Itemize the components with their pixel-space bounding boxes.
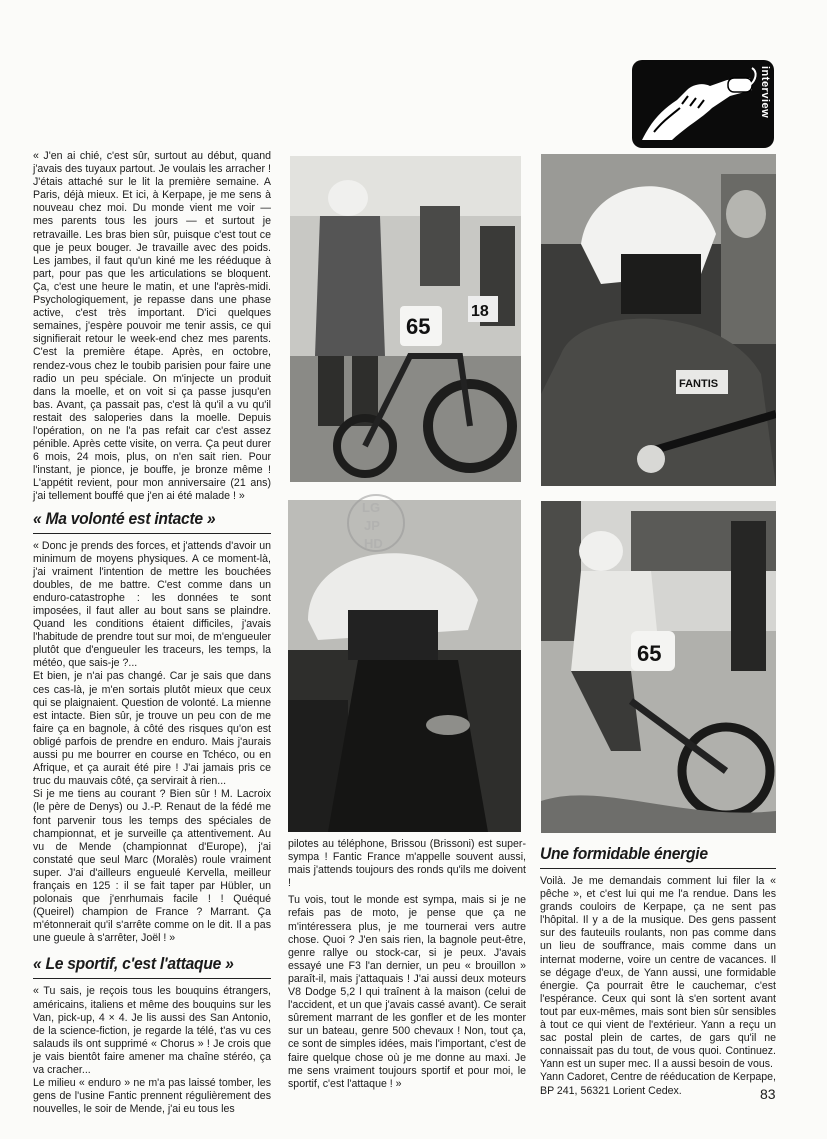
- bib-plate: FANTIS: [679, 378, 719, 390]
- paragraph: Le milieu « enduro » ne m'a pas laissé tomber, les gens de l'usine Fantic prennent régulièrement des nouvelles, le soir de Mende, j'ai eu tous les: [33, 1077, 271, 1116]
- photo-rider-closeup: [541, 154, 776, 486]
- interview-label: interview: [759, 66, 771, 119]
- column-1: [33, 150, 271, 1116]
- photo-rider-cornering: [541, 501, 776, 833]
- paragraph: Et bien, je n'ai pas changé. Car je sais que dans ces cas-là, je m'en sortais plutôt mieux que ceux qui se plaignaient. Question de volonté. La mienne est intacte. Bien sûr, je trouve un peu con de me faire ça en bagnole, à côté des risques qu'on est obligé parfois de prendre en enduro. Mais j'aurais aussi pu me bourrer en course en Tchéco, ou en Afrique, et ça aurait été pire ! J'ai jamais pris ce truc du mauvais côté, ça servirait à rien...: [33, 670, 271, 788]
- paragraph: Voilà. Je me demandais comment lui filer la « pêche », et c'est lui qui me l'a rendue. Dans les grands couloirs de Kerpape, ça ne sent pas l'hôpital. Il y a de la musique. Des gens passent sur des fauteuils roulants, non pas comme dans un lieu de souffrance, mais comme dans un internat moderne, voire un centre de vacances. Il se dégage d'eux, de Yann aussi, une formidable énergie. Ça pourrait être le cauchemar, c'est l'espérance. Ceux qui sont là s'en sortent avant tout par eux-mêmes, mais sont bien sûr sensibles à tout ce qui vient de l'extérieur. Yann a reçu un sac postal plein de cartes, de gars qu'il ne connaissait pas du tout, de vous quoi. Continuez. Yann est un super mec. Il a aussi besoin de vous.: [540, 875, 776, 1071]
- paragraph: « J'en ai chié, c'est sûr, surtout au début, quand j'avais des tuyaux partout. Je voulais les arracher ! J'étais attaché sur le lit la première semaine. A Paris, déjà mieux. Et ici, à Kerpape, je me sens à nouveau chez moi. Du monde vient me voir — mes parents tous les jours — et surtout je retravaille. Les bras bien sûr, puisque c'est tout ce que je peux bouger. Je travaille avec des poids. Les jambes, il faut qu'un kiné me les rééduque à part, pour pas que les articulations se bloquent. Ça, c'est une heure le matin, et une l'après-midi. Psychologiquement, je repasse dans une phase active, c'est très important. D'ici quelques semaines, j'espère pouvoir me tenir assis, ce qui signifierait retour le week-end chez mes parents. C'est la première étape. Après, en octobre, rendez-vous chez le toubib parisien pour faire une radio un peu spéciale. On m'injecte un produit dans la moelle, et on voit si ça passe jusqu'en bas. Avant, ça passait pas, c'est là qu'il a vu qu'il restait des saloperies dans la moelle. Depuis l'opération, on ne l'a pas refait car c'est assez pénible. Après cette visite, on verra. Ça peut durer 6 mois, 24 mois, plus, on n'en sait rien. Pour l'instant, je pionce, je bouffe, je bronze même ! L'appétit revient, pour mon anniversaire (21 ans) j'ai tellement bouffé que j'en ai été malade ! »: [33, 150, 271, 503]
- heading-rule: [33, 978, 271, 979]
- column-3: [540, 843, 776, 1098]
- race-number: 65: [637, 641, 662, 666]
- paragraph: Si je me tiens au courant ? Bien sûr ! M. Lacroix (le père de Denys) ou J.-P. Renaut de la fédé me font parvenir tous les temps des spéciales de championnat, et je surveille ça attentivement. Au vu de Mende (championnat d'Europe), j'ai constaté que seul Marc (Moralès) roule vraiment super. J'ai d'ailleurs engueulé Kervella, meilleur français en 125 : il se fait taper par Hübler, un polonais que j'enrhumais facile ! ! Quéqué (Queirel) champion de France ? Marrant. Ça m'étonnerait qu'il s'arrête comme on le dit. Il a pas une gueule à s'arrêter, Joël ! »: [33, 788, 271, 945]
- paragraph: Tu vois, tout le monde est sympa, mais si je ne refais pas de moto, je pense que ça ne m'intéressera plus, je me tournerai vers autre chose. Quoi ? J'en sais rien, la bagnole peut-être, genre rallye ou stock-car, si je peux. J'avais essayé une F3 l'an dernier, un peu « brouillon » paraît-il, mais j'attaquais ! J'ai aussi deux moteurs V8 Dodge 5,2 l qui traînent à la maison (celui de l'accident, et un que j'avais cassé avant). Ce serait sûrement marrant de les gonfler et de les monter sur un bateau, genre 500 chevaux ! Non, tout ça, ce sont de simples idées, mais l'important, c'est de faire quelque chose où je me donne au maxi. Je me sens vraiment toujours sportif et pour moi, le sportif, c'est l'attaque ! »: [288, 894, 526, 1090]
- heading-rule: [540, 868, 776, 869]
- microphone-hand-icon: [632, 60, 774, 148]
- paragraph: « Donc je prends des forces, et j'attends d'avoir un minimum de moyens physiques. A ce moment-là, j'ai vraiment l'intention de mettre les bouchées doubles, de me battre. C'est comme dans un enduro-catastrophe : les données te sont imposées, il faut aller au bout sans se plaindre. Quand les conditions étaient difficiles, j'avais l'habitude de prendre tout sur moi, de m'engueuler plutôt que d'engueuler les traceurs, les temps, la météo, que sais-je ?...: [33, 539, 271, 670]
- race-number-side: 18: [471, 303, 489, 320]
- paragraph: pilotes au téléphone, Brissou (Brissoni) est super-sympa ! Fantic France m'appelle souvent aussi, mais j'attends toujours des ronds qu'ils me doivent !: [288, 838, 526, 890]
- watermark-line: JP: [364, 518, 380, 533]
- section-heading: « Le sportif, c'est l'attaque »: [33, 954, 234, 974]
- watermark-line: HD: [364, 536, 383, 551]
- paragraph: Yann Cadoret, Centre de rééducation de Kerpape, BP 241, 56321 Lorient Cedex.: [540, 1071, 776, 1097]
- race-number: 65: [406, 314, 431, 339]
- watermark: [346, 488, 406, 558]
- interview-logo: [632, 60, 774, 148]
- section-heading: « Ma volonté est intacte »: [33, 508, 216, 528]
- page-number: 83: [760, 1086, 776, 1102]
- heading-rule: [33, 533, 271, 534]
- photo-rider-with-motorcycle: [290, 156, 521, 482]
- column-2: [288, 838, 526, 1091]
- paragraph: « Tu sais, je reçois tous les bouquins étrangers, américains, italiens et même des bouquins sur les Van, pick-up, 4 × 4. Je lis aussi des San Antonio, de la science-fiction, je regarde la télé, t'as vu ces salauds ils ont supprimé « Chorus » ! Je crois que je vais bientôt faire amener ma chaîne stéréo, ça va cracher...: [33, 985, 271, 1076]
- section-heading: Une formidable énergie: [540, 844, 708, 863]
- watermark-line: LG: [362, 500, 381, 515]
